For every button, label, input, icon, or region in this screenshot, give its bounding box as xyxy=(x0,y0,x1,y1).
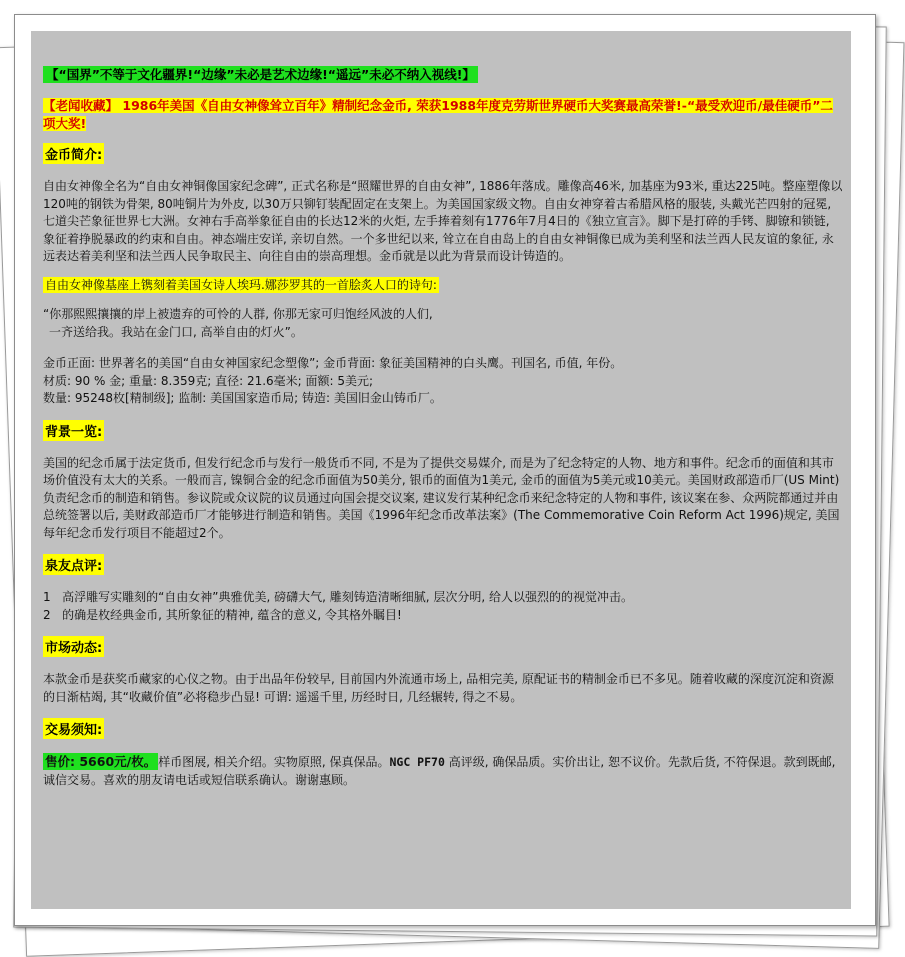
poem-line: “你那熙熙攘攘的岸上被遗弃的可怜的人群, 你那无家可归饱经风波的人们, xyxy=(43,307,433,321)
news-tag: 【老闻收藏】 xyxy=(43,98,119,113)
market-text: 本款金币是获奖币藏家的心仪之物。由于出品年份较早, 目前国内外流通市场上, 品相完美, 原配证书的精制金币已不多见。随着收藏的深度沉淀和资源的日渐枯竭, 其“收藏价值”必将稳步凸显! 可谓: 遥遥千里, 历经时日, 几经辗转, 得之不易。 xyxy=(43,672,834,704)
review-item-number: 2 xyxy=(43,607,51,622)
review-item xyxy=(43,607,843,625)
price-tag: 售价: 5660元/枚。 xyxy=(45,754,157,769)
background-text: 美国的纪念币属于法定货币, 但发行纪念币与发行一般货币不同, 不是为了提供交易媒介, 而是为了纪念特定的人物、地方和事件。纪念币的面值和其市场价值没有太大的关系。一般而言, 镍铜合金的纪念币面值为50美分, 银币的面值为1美元, 金币的面值为5美元或10美元。美国财政部造币厂(US Mint)负责纪念币的制造和销售。参议院或众议院的议员通过向国会提交议案, 建议发行某种纪念币来纪念特定的人物和事件, 该议案在参、众两院都通过并由总统签署以后, 美财政部造币厂才能够进行制造和销售。美国《1996年纪念币改革法案》(The Commemorative Coin Reform Act 1996)规定, 美国每年纪念币发行项目不能超过2个。 xyxy=(43,455,840,540)
section-heading-review: 泉友点评: xyxy=(43,554,104,575)
paper-frame xyxy=(14,14,876,926)
poem-intro: 自由女神像基座上镌刻着美国女诗人埃玛.娜莎罗其的一首脍炙人口的诗句: xyxy=(45,277,437,292)
intro-text: 自由女神像全名为“自由女神铜像国家纪念碑”, 正式名称是“照耀世界的自由女神”, 1886年落成。雕像高46米, 加基座为93米, 重达225吨。整座塑像以120吨的钢铁为骨架, 80吨铜片为外皮, 以30万只铆钉装配固定在支架上。为美国国家级文物。自由女神穿着古希腊风格的服装, 头戴光芒四射的冠冕, 七道尖芒象征世界七大洲。女神右手高举象征自由的长达12米的火炬, 左手捧着刻有1776年7月4日的《独立宣言》。脚下是打碎的手铐、脚镣和锁链, 象征着挣脱暴政的约束和自由。神态端庄安详, 亲切自然。一个多世纪以来, 耸立在自由岛上的自由女神铜像已成为美利坚和法兰西人民友谊的象征, 永远表达着美利坚和法兰西人民争取民主、向往自由的崇高理想。金币就是以此为背景而设计铸造的。 xyxy=(43,179,843,263)
grade-label: NGC PF70 xyxy=(389,755,445,769)
trade-body: 样币图展, 相关介绍。实物原照, 保真保品。 xyxy=(158,755,390,769)
coin-issue-line: 数量: 95248枚[精制级]; 监制: 美国国家造币局; 铸造: 美国旧金山铸币厂。 xyxy=(43,391,442,405)
listing-content xyxy=(31,31,851,909)
banner-slogan: 【“国界”不等于文化疆界!“边缘”未必是艺术边缘!“遥远”未必不纳入视线!】 xyxy=(43,66,478,83)
trade-text xyxy=(43,753,843,789)
review-item-text: 的确是枚经典金币, 其所象征的精神, 蕴含的意义, 令其格外瞩目! xyxy=(62,607,402,622)
news-text: 1986年美国《自由女神像耸立百年》精制纪念金币, 荣获1988年度克劳斯世界硬币大奖赛最高荣誉!-“最受欢迎币/最佳硬币”二项大奖! xyxy=(43,98,833,131)
poem-line: 一齐送给我。我站在金门口, 高举自由的灯火”。 xyxy=(49,324,303,339)
coin-spec-line: 材质: 90 % 金; 重量: 8.359克; 直径: 21.6毫米; 面额: 5美元; xyxy=(43,373,374,388)
section-heading-background: 背景一览: xyxy=(43,420,104,441)
section-heading-intro: 金币简介: xyxy=(43,143,104,164)
review-item-number: 1 xyxy=(43,590,51,604)
trade-body: 高评级, 确保品质。实价出让, 恕不议价。先款后货, 不符保退。款到既邮, 诚信交易。喜欢的朋友请电话或短信联系确认。谢谢惠顾。 xyxy=(43,755,836,787)
review-item-text: 高浮雕写实雕刻的“自由女神”典雅优美, 磅礴大气, 雕刻铸造清晰细腻, 层次分明, 给人以强烈的的视觉冲击。 xyxy=(62,590,634,604)
section-heading-market: 市场动态: xyxy=(43,636,104,657)
review-item xyxy=(43,589,843,607)
section-heading-trade: 交易须知: xyxy=(43,718,104,739)
news-headline xyxy=(43,97,843,133)
coin-design-line: 金币正面: 世界著名的美国“自由女神国家纪念塑像”; 金币背面: 象征美国精神的白头鹰。刊国名, 币值, 年份。 xyxy=(43,356,623,370)
